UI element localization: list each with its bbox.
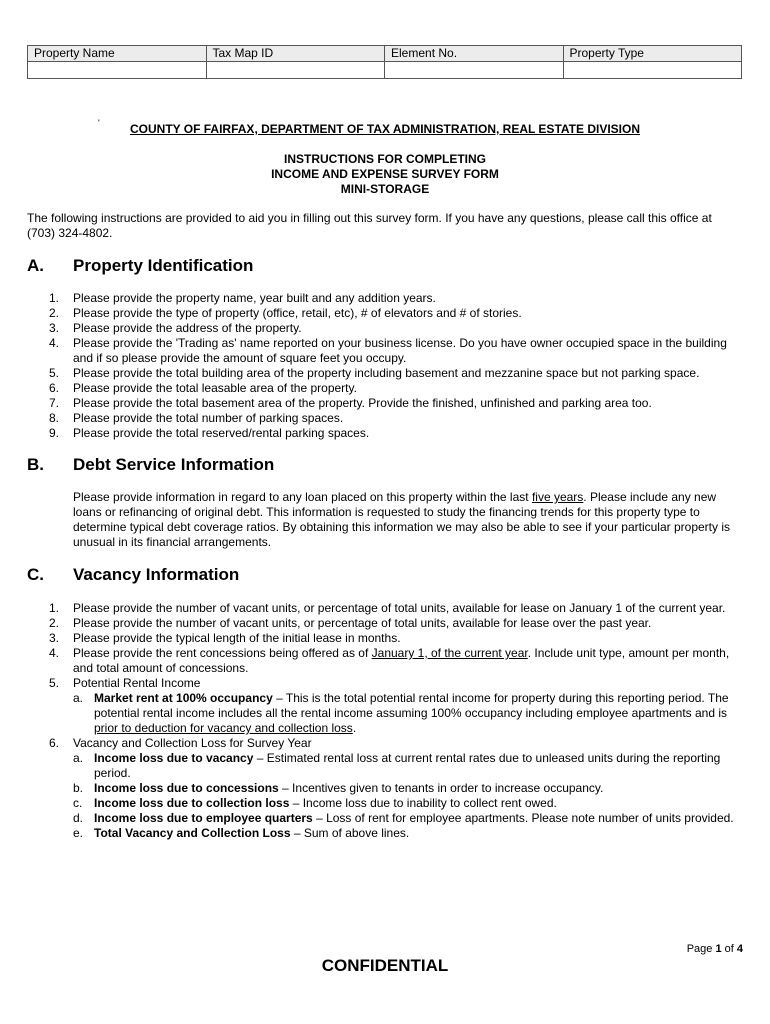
item-number: 4.	[49, 646, 60, 660]
item-text: Please provide the total number of parking spaces.	[73, 411, 344, 425]
sub-bold: Income loss due to employee quarters	[94, 811, 313, 825]
sub-bold: Total Vacancy and Collection Loss	[94, 826, 291, 840]
title-line-1: INSTRUCTIONS FOR COMPLETING	[284, 152, 486, 166]
item-text-before: Please provide the rent concessions being offered as of	[73, 646, 372, 660]
item-number: 3.	[49, 321, 60, 335]
item-text: Please provide the 'Trading as' name reported on your business license. Do you have owner occupied space in the building and if so please provide the amount of square feet you occupy.	[73, 336, 727, 365]
intro-paragraph: The following instructions are provided to aid you in filling out this survey form. If you have any questions, please call this office at (703) 324-4802.	[27, 211, 712, 240]
debt-service-paragraph	[73, 490, 733, 550]
sub-letter: a.	[73, 751, 84, 765]
section-c-list	[27, 601, 742, 841]
title-line-3: MINI-STORAGE	[340, 182, 430, 196]
sub-bold: Income loss due to concessions	[94, 781, 279, 795]
sub-item	[73, 796, 742, 811]
five-years-emphasis: five years	[531, 490, 584, 504]
sub-text: – Income loss due to inability to collect rent owed.	[289, 796, 557, 810]
item-number: 4.	[49, 336, 60, 350]
list-item	[27, 366, 742, 381]
sub-text: – Loss of rent for employee apartments. Please note number of units provided.	[312, 811, 734, 825]
item-number: 8.	[49, 411, 60, 425]
value-row	[28, 62, 742, 79]
item-number: 2.	[49, 616, 60, 630]
sub-bold: Income loss due to collection loss	[94, 796, 290, 810]
property-header-table	[27, 45, 742, 79]
para-text-after: . Please include any new loans or refinancing of original debt. This information is requested to study the financing trends for this property type to determine typical debt coverage ratios. By obtaining this information we may also be able to see if your particular property is unusual in its financial arrangements.	[73, 490, 730, 549]
sub-item	[73, 691, 742, 736]
section-b-letter: B.	[27, 455, 44, 474]
agency-heading: COUNTY OF FAIRFAX, DEPARTMENT OF TAX ADMINISTRATION, REAL ESTATE DIVISION	[129, 122, 640, 136]
sub-item	[73, 781, 742, 796]
item-text: Please provide the number of vacant units, or percentage of total units, available for lease over the past year.	[73, 616, 652, 630]
page-number	[687, 943, 743, 955]
sub-letter: e.	[73, 826, 84, 840]
section-a-letter: A.	[27, 256, 44, 275]
sub-letter: b.	[73, 781, 84, 795]
page-total: 4	[736, 943, 743, 955]
list-item	[27, 411, 742, 426]
list-item	[27, 646, 742, 676]
item-text: Please provide the total building area of the property including basement and mezzanine space but not parking space.	[73, 366, 700, 380]
list-item	[27, 306, 742, 321]
item-number: 6.	[49, 736, 60, 750]
item-text: Please provide the total basement area of the property. Provide the finished, unfinished and parking area too.	[73, 396, 652, 410]
item-text: Please provide the typical length of the initial lease in months.	[73, 631, 401, 645]
item-text-after: . Include unit type, amount per month, and total amount of concessions.	[73, 646, 730, 675]
sub-bold: Income loss due to vacancy	[94, 751, 254, 765]
item-text: Vacancy and Collection Loss for Survey Year	[73, 736, 312, 750]
property-type-field[interactable]	[563, 62, 742, 79]
page-prefix: Page	[686, 943, 716, 955]
item-text: Please provide the property name, year built and any addition years.	[73, 291, 436, 305]
sub-letter: c.	[73, 796, 83, 810]
list-item	[27, 616, 742, 631]
list-item	[27, 736, 742, 841]
element-no-field[interactable]	[385, 62, 564, 79]
list-item	[27, 336, 742, 366]
sub-text-after: .	[352, 721, 357, 735]
col-tax-map-id: Tax Map ID	[206, 46, 385, 62]
sub-bold: Market rent at 100% occupancy	[94, 691, 273, 705]
sub-text: – Sum of above lines.	[290, 826, 410, 840]
item-text: Potential Rental Income	[73, 676, 201, 690]
section-a-list	[27, 291, 742, 441]
item-text: Please provide the type of property (office, retail, etc), # of elevators and # of stories.	[73, 306, 522, 320]
item-text: Please provide the total leasable area of the property.	[73, 381, 357, 395]
list-item	[27, 426, 742, 441]
list-item	[27, 631, 742, 646]
item-number: 1.	[49, 601, 60, 615]
item-number: 1.	[49, 291, 60, 305]
section-c-letter: C.	[27, 565, 44, 584]
section-b-title: Debt Service Information	[73, 455, 275, 474]
item-number: 3.	[49, 631, 60, 645]
item-text: Please provide the number of vacant units, or percentage of total units, available for lease on January 1 of the current year.	[73, 601, 726, 615]
tick-mark: '	[98, 118, 100, 128]
item-number: 7.	[49, 396, 60, 410]
item-number: 2.	[49, 306, 60, 320]
item-number: 5.	[49, 366, 60, 380]
item-text: Please provide the address of the property.	[73, 321, 302, 335]
deduction-emphasis: prior to deduction for vacancy and collection loss	[94, 721, 353, 735]
item-number: 9.	[49, 426, 60, 440]
item-number: 5.	[49, 676, 60, 690]
sub-text: – Estimated rental loss at current rental rates due to unleased units during the reporting period.	[94, 751, 721, 780]
list-item	[27, 291, 742, 306]
list-item	[27, 321, 742, 336]
sub-text: – Incentives given to tenants in order to increase occupancy.	[278, 781, 604, 795]
list-item	[27, 601, 742, 616]
list-item	[27, 676, 742, 736]
para-text-before: Please provide information in regard to any loan placed on this property within the last	[73, 490, 532, 504]
date-emphasis: January 1, of the current year	[371, 646, 528, 660]
sub-item	[73, 811, 742, 826]
sub-item	[73, 751, 742, 781]
sub-list	[73, 751, 742, 841]
page-of: of	[721, 943, 737, 955]
sub-letter: a.	[73, 691, 84, 705]
sub-letter: d.	[73, 811, 84, 825]
document-title	[0, 152, 770, 197]
list-item	[27, 396, 742, 411]
sub-item	[73, 826, 742, 841]
title-line-2: INCOME AND EXPENSE SURVEY FORM	[271, 167, 499, 181]
tax-map-id-field[interactable]	[206, 62, 385, 79]
header-row	[28, 46, 742, 62]
col-property-type: Property Type	[563, 46, 742, 62]
sub-list	[73, 691, 742, 736]
list-item	[27, 381, 742, 396]
item-text: Please provide the total reserved/rental parking spaces.	[73, 426, 370, 440]
section-c-title: Vacancy Information	[73, 565, 240, 584]
section-a-title: Property Identification	[73, 256, 254, 275]
col-property-name: Property Name	[28, 46, 207, 62]
sub-text-before: – This is the total potential rental income for property during this reporting period. The potential rental income includes all the rental income assuming 100% occupancy including employee apartments and is	[94, 691, 729, 720]
item-number: 6.	[49, 381, 60, 395]
page-current: 1	[715, 943, 722, 955]
confidential-label: CONFIDENTIAL	[321, 956, 449, 975]
col-element-no: Element No.	[385, 46, 564, 62]
property-name-field[interactable]	[28, 62, 207, 79]
